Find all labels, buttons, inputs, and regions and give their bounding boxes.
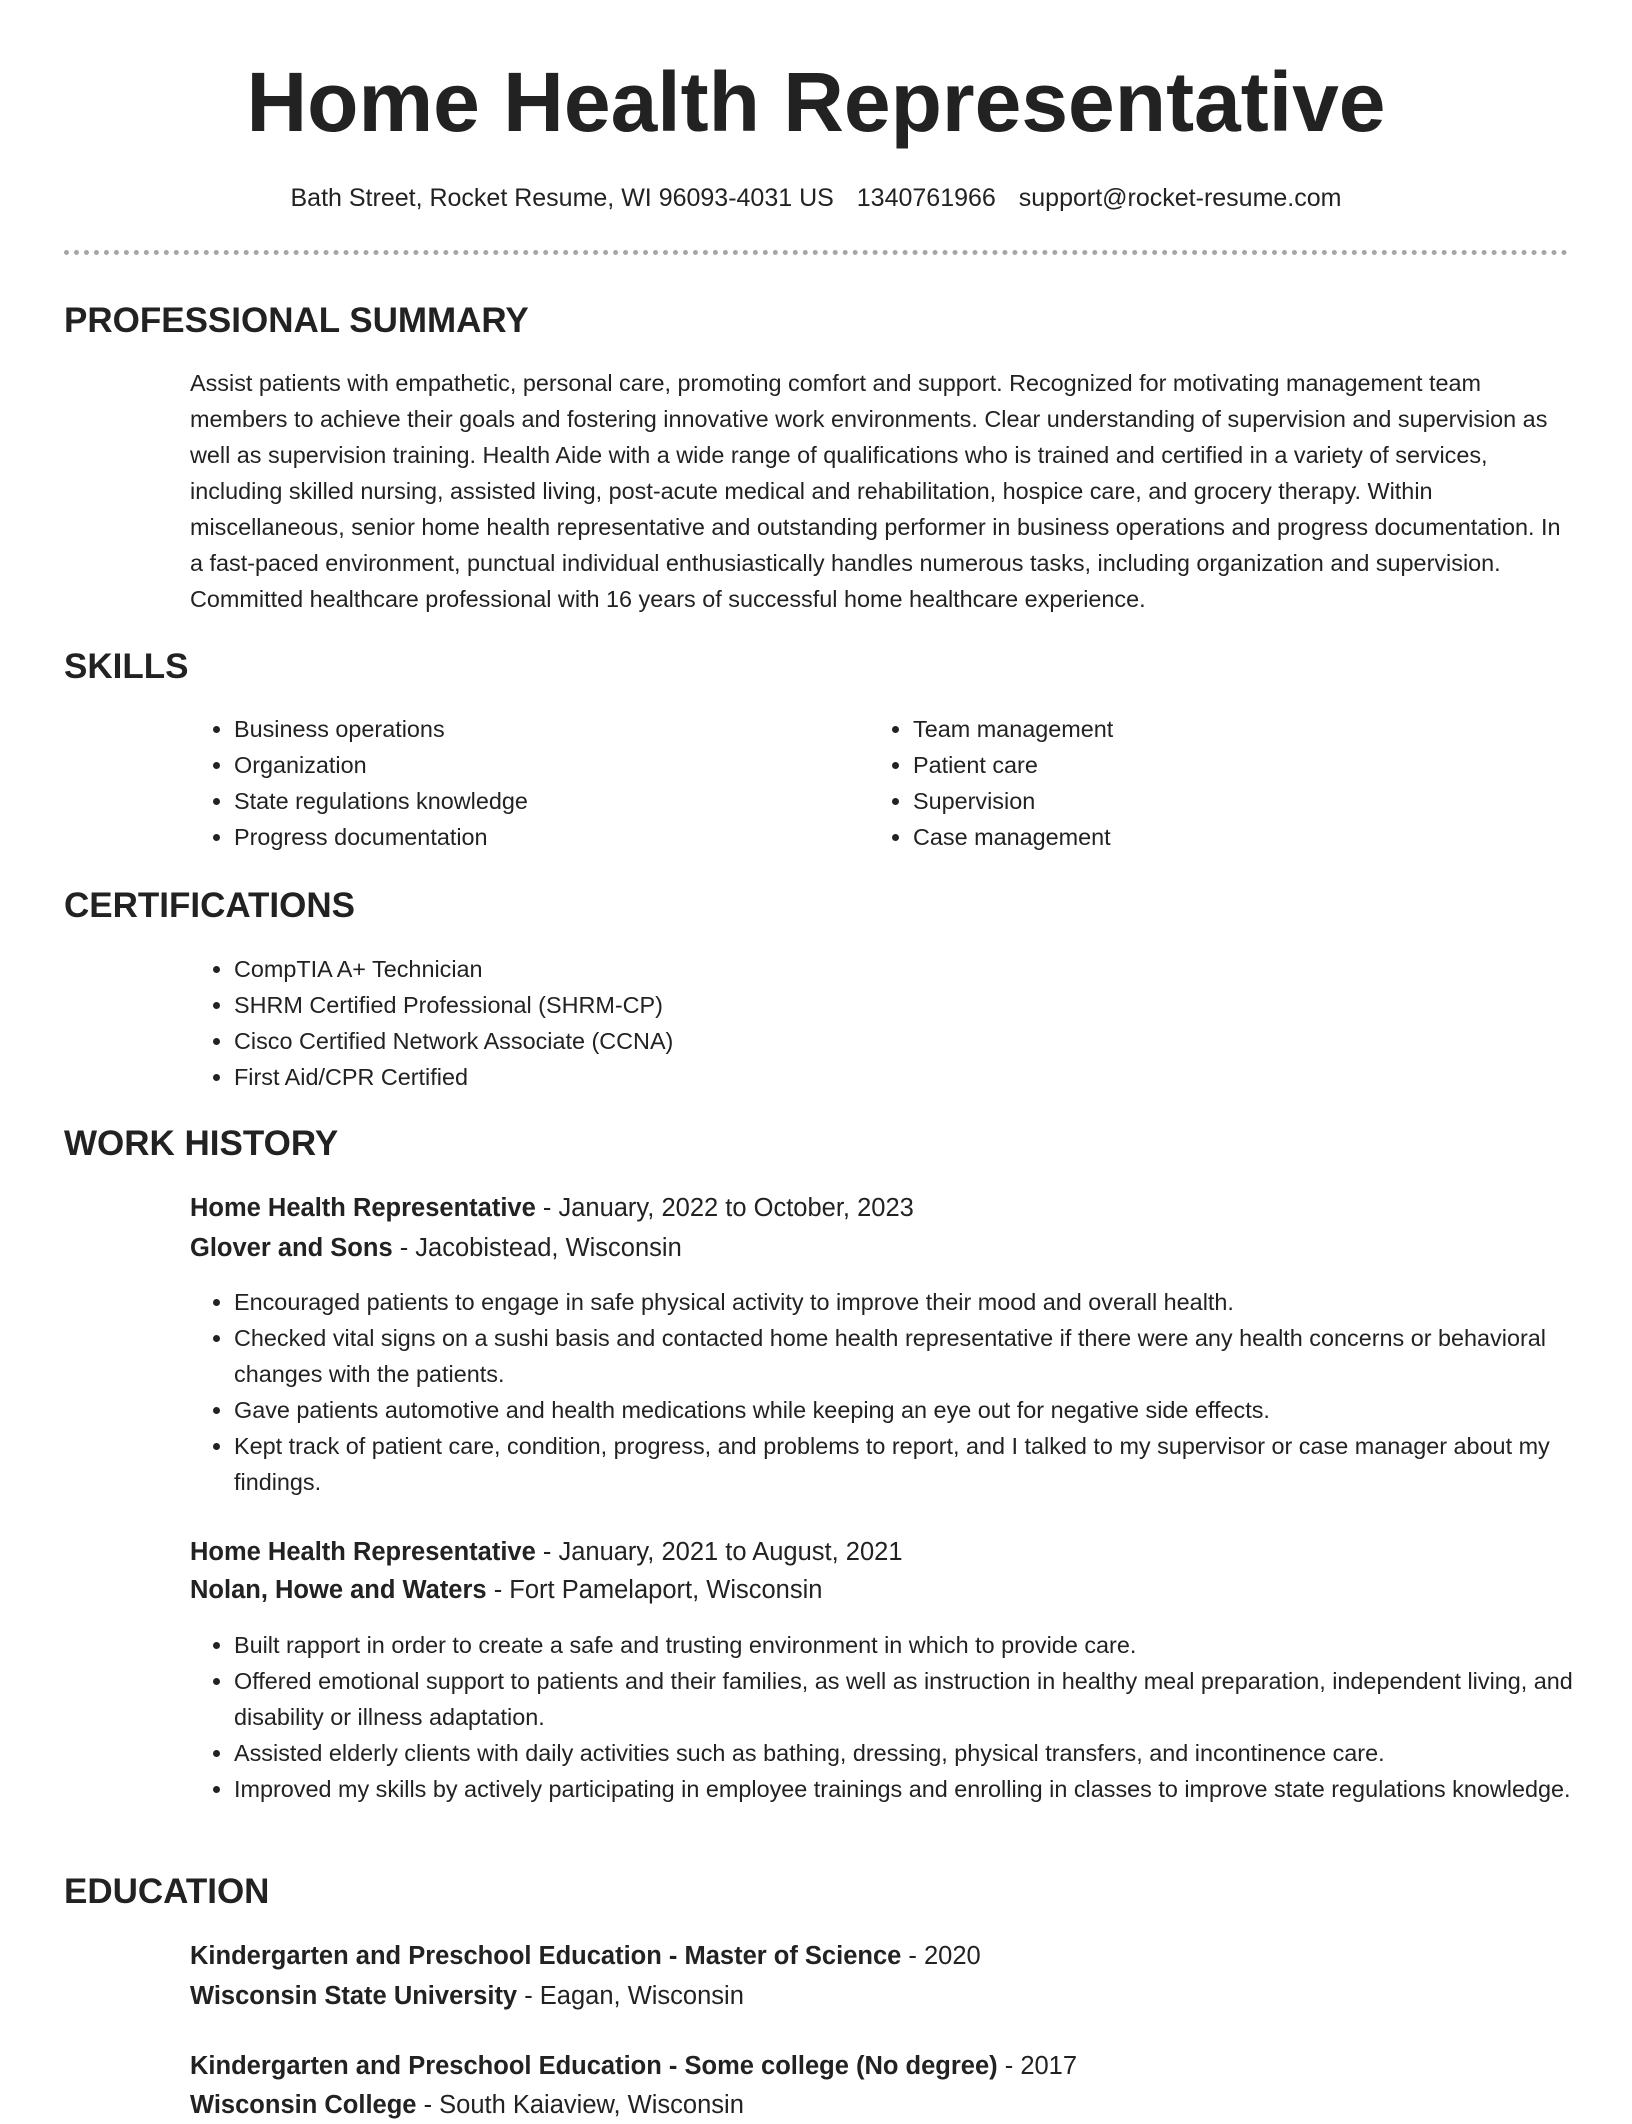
education-school-line — [190, 2086, 744, 2124]
job-location: - Jacobistead, Wisconsin — [392, 1234, 682, 1262]
job-bullets — [190, 1284, 1575, 1500]
job-bullet: • Offered emotional support to patients and their families, as well as instruction in healthy meal preparation, independent living, and disability or illness adaptation. — [234, 1663, 1594, 1735]
education-school: Wisconsin College — [190, 2091, 417, 2119]
skills-list-right — [869, 711, 1533, 855]
education-degree: Kindergarten and Preschool Education - Some college (No degree) — [190, 2052, 998, 2080]
skill-item: • Team management — [913, 711, 1533, 747]
section-title-summary: PROFESSIONAL SUMMARY — [64, 301, 529, 340]
job-location: - Fort Pamelaport, Wisconsin — [486, 1576, 823, 1604]
job-bullet: • Gave patients automotive and health medications while keeping an eye out for negative side effects. — [234, 1392, 1575, 1428]
job-bullet: • Encouraged patients to engage in safe physical activity to improve their mood and overall health. — [234, 1284, 1575, 1320]
job-bullet: • Checked vital signs on a sushi basis and contacted home health representative if there were any health concerns or behavioral changes with the patients. — [234, 1320, 1575, 1392]
section-title-work-history: WORK HISTORY — [64, 1124, 339, 1163]
education-degree-line — [190, 2047, 1077, 2085]
section-title-education: EDUCATION — [64, 1872, 270, 1911]
section-title-certifications: CERTIFICATIONS — [64, 886, 356, 925]
skill-item: • Organization — [234, 747, 854, 783]
job-role-line — [190, 1533, 903, 1571]
contact-address: Bath Street, Rocket Resume, WI 96093-4031 US — [290, 184, 834, 212]
certifications-list — [190, 951, 1534, 1095]
job-role-line — [190, 1189, 914, 1227]
job-bullet: • Built rapport in order to create a safe and trusting environment in which to provide care. — [234, 1627, 1594, 1663]
job-dates: - January, 2022 to October, 2023 — [535, 1194, 914, 1222]
job-company-line — [190, 1571, 822, 1609]
job-company: Nolan, Howe and Waters — [190, 1576, 487, 1604]
skill-item: • Progress documentation — [234, 819, 854, 855]
job-bullet: • Kept track of patient care, condition, progress, and problems to report, and I talked to my supervisor or case manager about my findings. — [234, 1428, 1575, 1500]
job-bullets — [190, 1627, 1594, 1807]
contact-phone: 1340761966 — [856, 184, 996, 212]
skill-item: • Patient care — [913, 747, 1533, 783]
certification-item: • Cisco Certified Network Associate (CCNA) — [234, 1023, 1534, 1059]
job-role: Home Health Representative — [190, 1194, 536, 1222]
education-school-line — [190, 1977, 744, 2015]
header-divider — [64, 250, 1568, 255]
education-degree: Kindergarten and Preschool Education - Master of Science — [190, 1942, 902, 1970]
certification-item: • First Aid/CPR Certified — [234, 1059, 1534, 1095]
resume-name-title: Home Health Representative — [246, 55, 1386, 149]
skill-item: • Supervision — [913, 783, 1533, 819]
certification-item: • SHRM Certified Professional (SHRM-CP) — [234, 987, 1534, 1023]
education-location: - Eagan, Wisconsin — [517, 1982, 744, 2010]
job-role: Home Health Representative — [190, 1538, 536, 1566]
education-school: Wisconsin State University — [190, 1982, 518, 2010]
section-title-skills: SKILLS — [64, 647, 189, 686]
skills-list-left — [190, 711, 854, 855]
education-location: - South Kaiaview, Wisconsin — [416, 2091, 744, 2119]
skill-item: • Case management — [913, 819, 1533, 855]
skill-item: • Business operations — [234, 711, 854, 747]
education-year: - 2017 — [997, 2052, 1078, 2080]
job-company: Glover and Sons — [190, 1234, 393, 1262]
job-company-line — [190, 1229, 682, 1267]
summary-text: Assist patients with empathetic, personal care, promoting comfort and support. Recognized for motivating management team members to achieve their goals and fostering innovative work environments. Clear understanding of supervision and supervision as well as supervision training. Health Aide with a wide range of qualifications who is trained and certified in a variety of services, including skilled nursing, assisted living, post-acute medical and rehabilitation, hospice care, and grocery therapy. Within miscellaneous, senior home health representative and outstanding performer in business operations and progress documentation. In a fast-paced environment, punctual individual enthusiastically handles numerous tasks, including organization and supervision. Committed healthcare professional with 16 years of successful home healthcare experience. — [190, 370, 1561, 612]
education-year: - 2020 — [901, 1942, 981, 1970]
certification-item: • CompTIA A+ Technician — [234, 951, 1534, 987]
job-dates: - January, 2021 to August, 2021 — [535, 1538, 903, 1566]
job-bullet: • Assisted elderly clients with daily activities such as bathing, dressing, physical transfers, and incontinence care. — [234, 1735, 1594, 1771]
job-bullet: • Improved my skills by actively participating in employee trainings and enrolling in classes to improve state regulations knowledge. — [234, 1771, 1594, 1807]
contact-email: support@rocket-resume.com — [1018, 184, 1342, 212]
contact-line — [0, 180, 1632, 216]
education-degree-line — [190, 1937, 981, 1975]
skill-item: • State regulations knowledge — [234, 783, 854, 819]
